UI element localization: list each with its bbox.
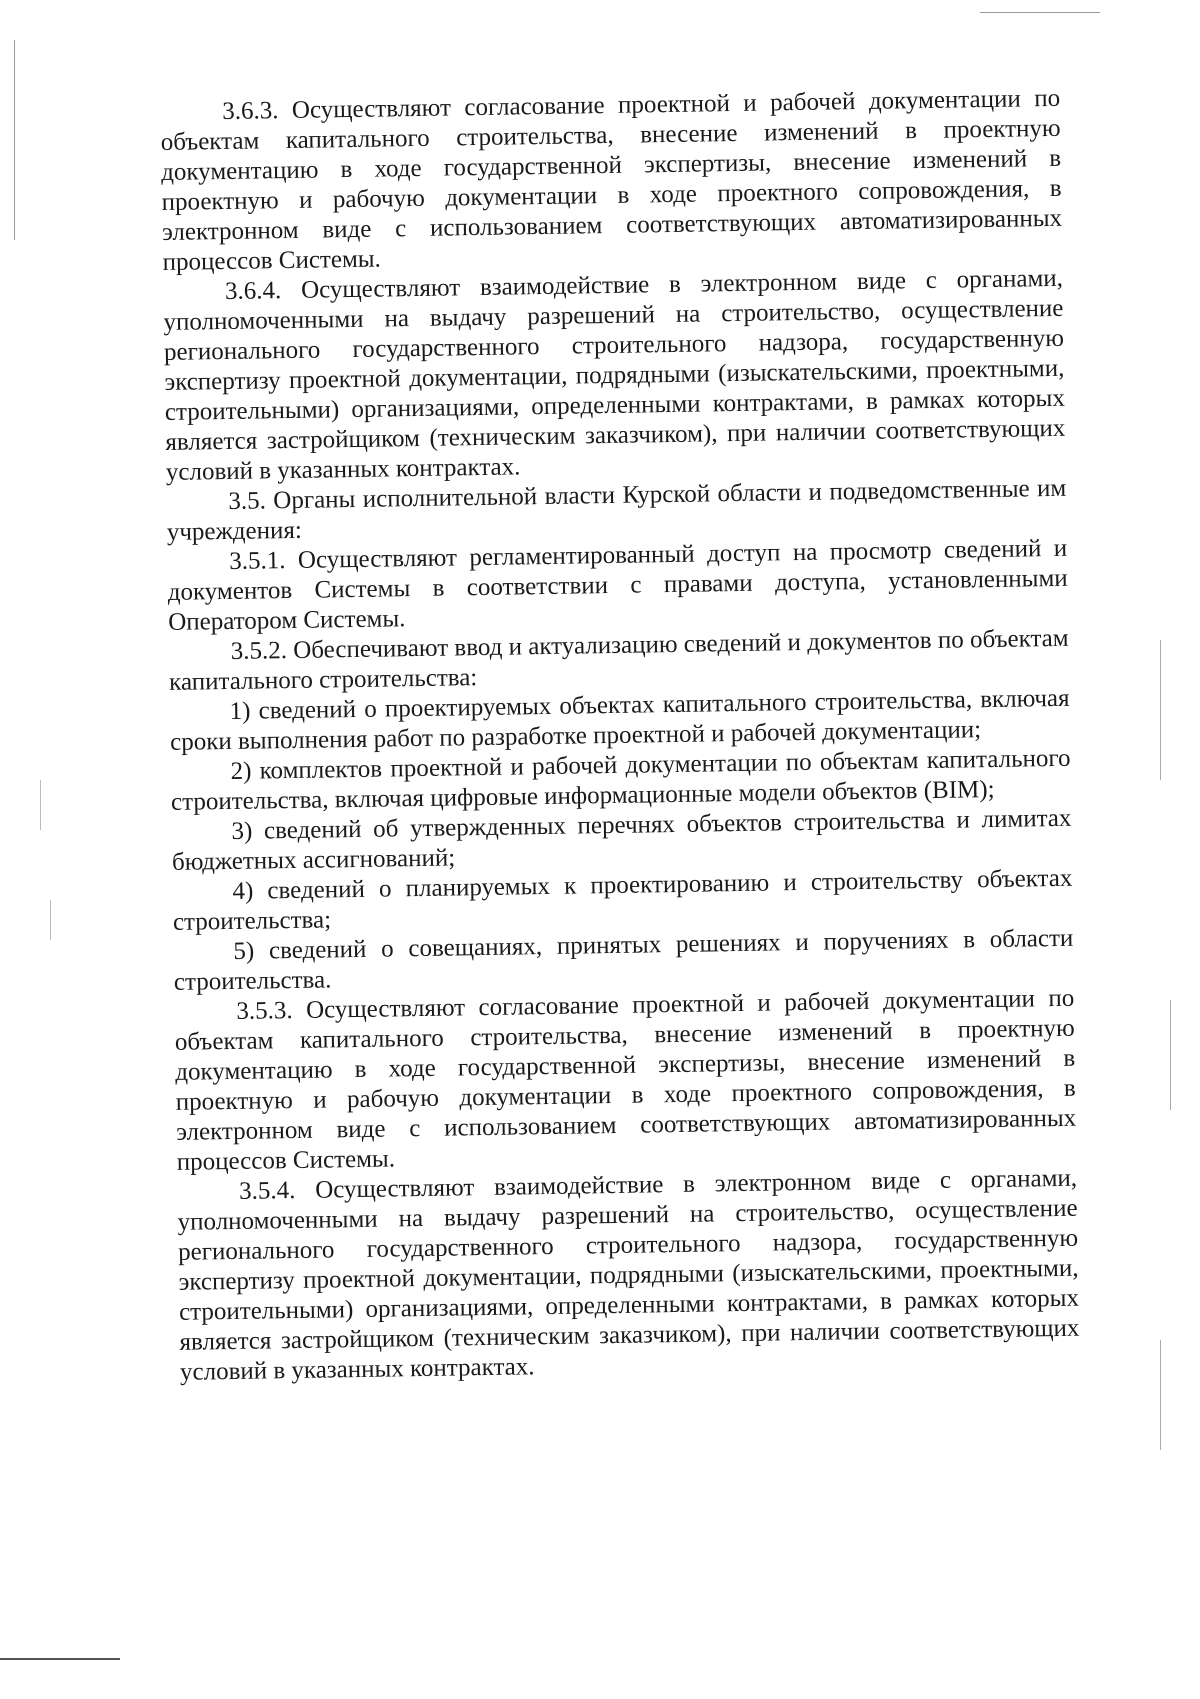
paragraph-3-5-2: 3.5.2. Обеспечивают ввод и актуализацию сведений и документов по объектам капитального строительства: <box>168 624 1069 696</box>
list-item-3: 3) сведений об утвержденных перечнях объектов строительства и лимитах бюджетных ассигнований; <box>171 804 1072 876</box>
scan-edge-mark <box>0 1658 120 1660</box>
list-item-4: 4) сведений о планируемых к проектированию и строительству объектах строительства; <box>172 864 1073 936</box>
scan-edge-mark <box>40 780 41 830</box>
scan-edge-mark <box>50 900 51 940</box>
document-body <box>160 84 1080 1388</box>
scan-edge-mark <box>1160 640 1161 780</box>
paragraph-3-5: 3.5. Органы исполнительной власти Курской области и подведомственные им учреждения: <box>166 474 1067 546</box>
scan-edge-mark <box>1160 1340 1161 1450</box>
scan-edge-mark <box>14 40 15 240</box>
list-item-2: 2) комплектов проектной и рабочей документации по объектам капитального строительства, включая цифровые информационные модели объектов (BIM); <box>170 744 1071 816</box>
list-item-5: 5) сведений о совещаниях, принятых решениях и поручениях в области строительства. <box>173 924 1074 996</box>
paragraph-3-5-4: 3.5.4. Осуществляют взаимодействие в электронном виде с органами, уполномоченными на выдачу разрешений на строительство, осуществление регионального государственного строительного надзора, государственную экспертизу проектной документации, подрядными (изыскательскими, проектными, строительными) организациями, определенными контрактами, в рамках которых является застройщиком (техническим заказчиком), при наличии соответствующих условий в указанных контрактах. <box>177 1164 1080 1386</box>
paragraph-3-5-1: 3.5.1. Осуществляют регламентированный доступ на просмотр сведений и документов Системы в соответствии с правами доступа, установленными Оператором Системы. <box>167 534 1068 636</box>
scan-edge-mark <box>1170 1000 1171 1110</box>
scan-edge-mark <box>980 12 1100 13</box>
paragraph-3-5-3: 3.5.3. Осуществляют согласование проектной и рабочей документации по объектам капитального строительства, внесение изменений в проектную документацию в ходе государственной экспертизы, внесение изменений в проектную и рабочую документации в ходе проектного сопровождения, в электронном виде с использованием соответствующих автоматизированных процессов Системы. <box>174 984 1077 1176</box>
paragraph-3-6-4: 3.6.4. Осуществляют взаимодействие в электронном виде с органами, уполномоченными на выдачу разрешений на строительство, осуществление регионального государственного строительного надзора, государственную экспертизу проектной документации, подрядными (изыскательскими, проектными, строительными) организациями, определенными контрактами, в рамках которых является застройщиком (техническим заказчиком), при наличии соответствующих условий в указанных контрактах. <box>163 264 1066 486</box>
paragraph-3-6-3: 3.6.3. Осуществляют согласование проектной и рабочей документации по объектам капитального строительства, внесение изменений в проектную документацию в ходе государственной экспертизы, внесение изменений в проектную и рабочую документации в ходе проектного сопровождения, в электронном виде с использованием соответствующих автоматизированных процессов Системы. <box>160 84 1063 276</box>
list-item-1: 1) сведений о проектируемых объектах капитального строительства, включая сроки выполнения работ по разработке проектной и рабочей документации; <box>169 684 1070 756</box>
